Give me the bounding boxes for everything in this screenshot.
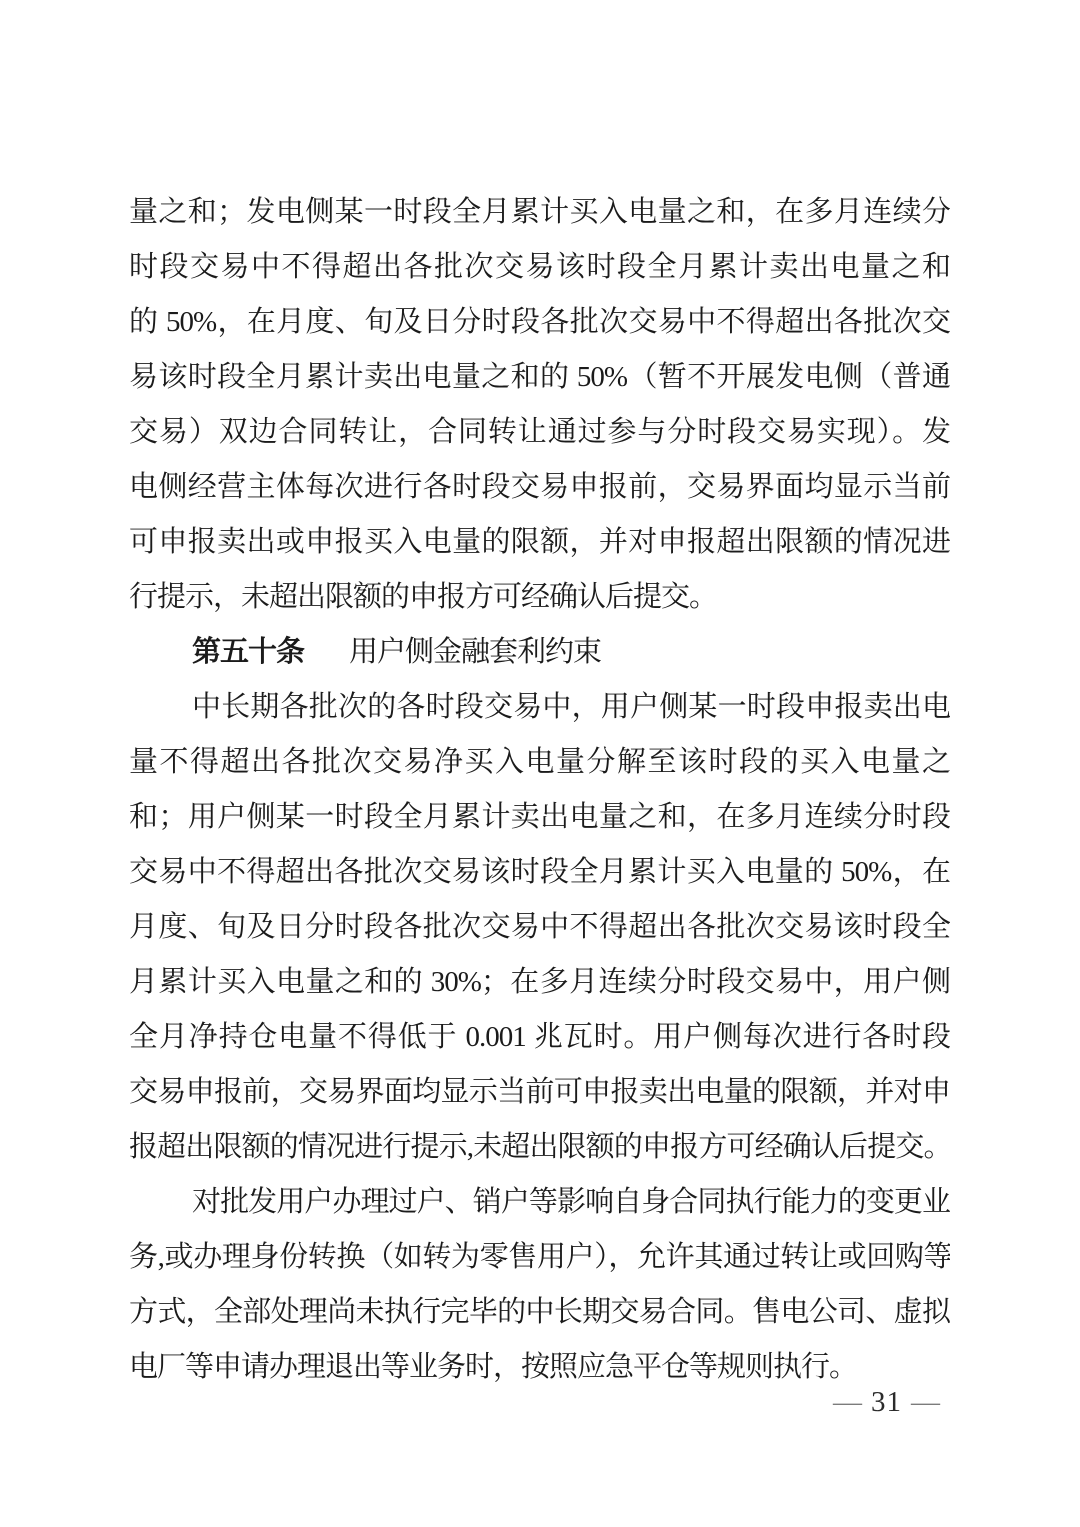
paragraph2-line: 交易中不得超出各批次交易该时段全月累计买入电量的 50%，在: [129, 856, 950, 888]
footer-dash-left: —: [833, 1386, 862, 1418]
text-block: [129, 185, 950, 1395]
paragraph2-line: 中长期各批次的各时段交易中，用户侧某一时段申报卖出电: [192, 691, 950, 723]
paragraph3-line: 对批发用户办理过户、销户等影响自身合同执行能力的变更业: [192, 1186, 950, 1218]
footer-dash-right: —: [911, 1386, 940, 1418]
paragraph1-line: 电侧经营主体每次进行各时段交易申报前，交易界面均显示当前: [129, 471, 950, 503]
paragraph2-line: 全月净持仓电量不得低于 0.001 兆瓦时。用户侧每次进行各时段: [129, 1021, 950, 1053]
paragraph1-line: 时段交易中不得超出各批次交易该时段全月累计卖出电量之和: [129, 251, 950, 283]
paragraph1-line: 易该时段全月累计卖出电量之和的 50%（暂不开展发电侧（普通: [129, 361, 950, 393]
paragraph1-line: 可申报卖出或申报买入电量的限额，并对申报超出限额的情况进: [129, 526, 950, 558]
paragraph3-last-line: 电厂等申请办理退出等业务时，按照应急平仓等规则执行。: [129, 1351, 858, 1383]
page-number-footer: [824, 1386, 949, 1418]
paragraph1-line: 交易）双边合同转让，合同转让通过参与分时段交易实现）。发: [129, 416, 950, 448]
article-number: 第五十条: [192, 636, 305, 668]
paragraph3-line: 方式，全部处理尚未执行完毕的中长期交易合同。售电公司、虚拟: [129, 1296, 950, 1328]
paragraph1-line: 的 50%，在月度、旬及日分时段各批次交易中不得超出各批次交: [129, 306, 950, 338]
paragraph2-line: 交易申报前，交易界面均显示当前可申报卖出电量的限额，并对申: [129, 1076, 950, 1108]
paragraph2-line: 月度、旬及日分时段各批次交易中不得超出各批次交易该时段全: [129, 911, 950, 943]
paragraph2-line: 月累计买入电量之和的 30%；在多月连续分时段交易中，用户侧: [129, 966, 950, 998]
paragraph2-line: 和；用户侧某一时段全月累计卖出电量之和，在多月连续分时段: [129, 801, 950, 833]
paragraph1-last-line: 行提示，未超出限额的申报方可经确认后提交。: [129, 581, 718, 613]
paragraph2-last-line: 报超出限额的情况进行提示,未超出限额的申报方可经确认后提交。: [129, 1131, 950, 1163]
page-number: 31: [871, 1386, 902, 1418]
paragraph3-line: 务,或办理身份转换（如转为零售用户），允许其通过转让或回购等: [129, 1241, 950, 1273]
paragraph1-line: 量之和；发电侧某一时段全月累计买入电量之和，在多月连续分: [129, 196, 950, 228]
paragraph2-line: 量不得超出各批次交易净买入电量分解至该时段的买入电量之: [129, 746, 950, 778]
article-title: 用户侧金融套利约束: [349, 636, 602, 668]
article-heading: [129, 625, 950, 680]
